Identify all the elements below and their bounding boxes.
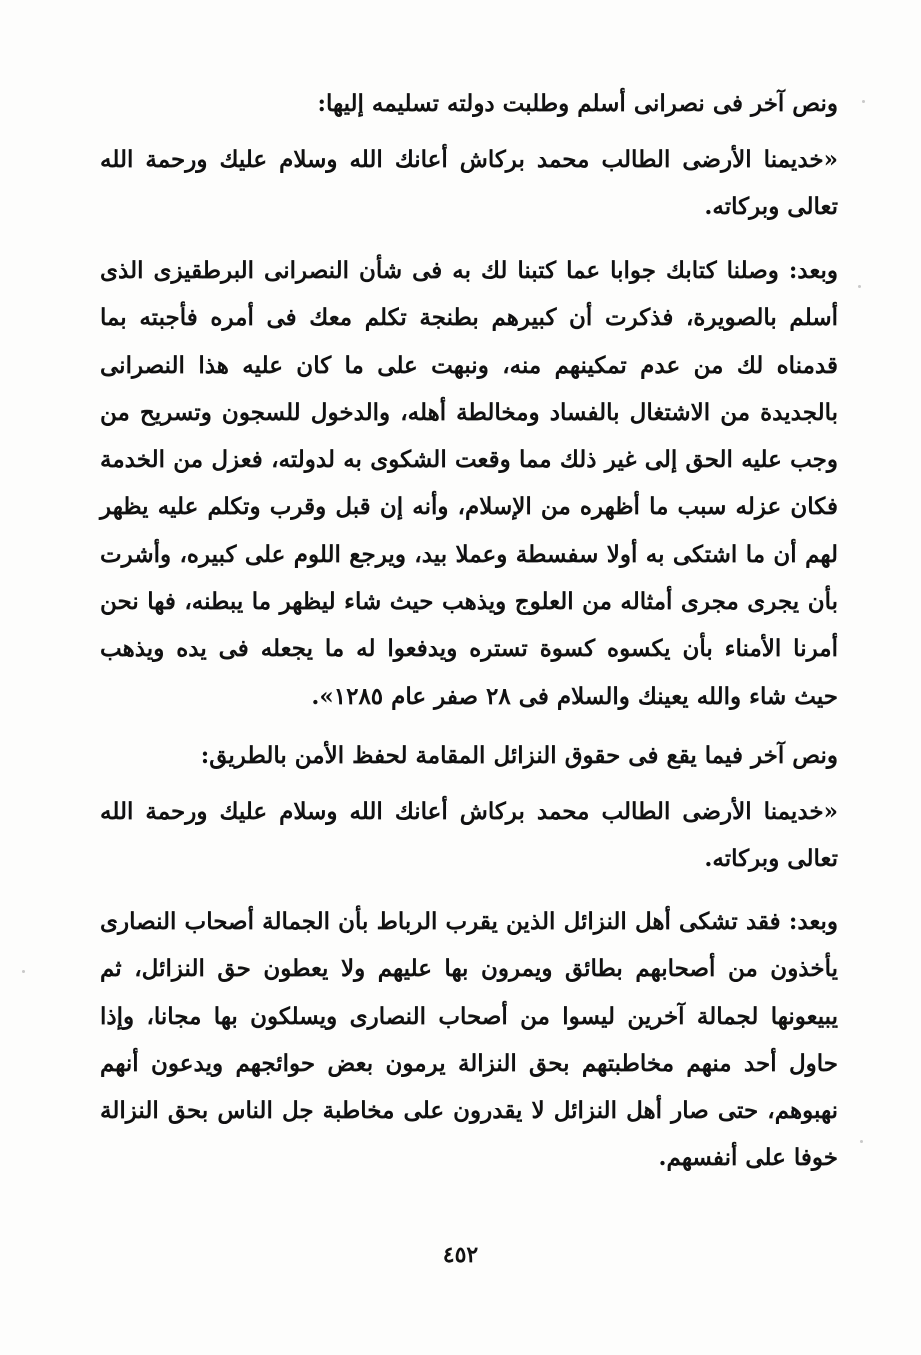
paragraph-salutation-2 <box>100 788 838 883</box>
paragraph-intro-convert <box>100 80 900 127</box>
scan-speck <box>858 285 861 288</box>
paragraph-text: «خديمنا الأرضى الطالب محمد بركاش أعانك الله وسلام عليك ورحمة الله تعالى وبركاته. <box>100 798 838 873</box>
paragraph-salutation-1 <box>100 136 838 231</box>
scan-speck <box>860 1140 863 1143</box>
paragraph-letter-body-2 <box>100 898 838 1182</box>
paragraph-text: وبعد: فقد تشكى أهل النزائل الذين يقرب الرباط بأن الجمالة أصحاب النصارى يأخذون من أصحابهم بطائق ويمرون بها عليهم ولا يعطون حق النزائل، ثم يبيعونها لجمالة آخرين ليسوا من أصحاب النصارى ويسلكون بها مجانا، وإذا حاول أحد منهم مخاطبتهم بحق النزالة يرمون بعض حوائجهم ويدعون أنهم نهبوهم، حتى صار أهل النزائل لا يقدرون على مخاطبة جل الناس بحق النزالة خوفا على أنفسهم. <box>100 908 838 1172</box>
paragraph-letter-body-1 <box>100 247 838 720</box>
paragraph-text: ونص آخر فيما يقع فى حقوق النزائل المقامة لحفظ الأمن بالطريق: <box>200 742 838 769</box>
paragraph-text: «خديمنا الأرضى الطالب محمد بركاش أعانك الله وسلام عليك ورحمة الله تعالى وبركاته. <box>100 146 838 221</box>
paragraph-text: وبعد: وصلنا كتابك جوابا عما كتبنا لك به فى شأن النصرانى البرطقيزى الذى أسلم بالصويرة، فذكرت أن كبيرهم بطنجة تكلم معك فى أمره فأجبته بما قدمناه لك من عدم تمكينهم منه، ونبهت على ما كان عليه هذا النصرانى بالجديدة من الاشتغال بالفساد ومخالطة أهله، والدخول للسجون وتسريح من وجب عليه الحق إلى غير ذلك مما وقعت الشكوى به لدولته، فعزل من الخدمة فكان عزله سبب ما أظهره من الإسلام، وأنه إن قبل وقرب وتكلم عليه يظهر لهم أن ما اشتكى به أولا سفسطة وعملا بيد، ويرجع اللوم على كبيره، وأشرت بأن يجرى مجرى أمثاله من العلوج ويذهب حيث شاء ليظهر ما يبطنه، فها نحن أمرنا الأمناء بأن يكسوه كسوة تستره ويدفعوا له ما يجعله فى يده ويذهب حيث شاء والله يعينك والسلام فى ٢٨ صفر عام ١٢٨٥». <box>100 257 838 710</box>
paragraph-intro-nazail <box>100 732 900 779</box>
page-number: ٤٥٢ <box>442 1242 479 1268</box>
paragraph-text: ونص آخر فى نصرانى أسلم وطلبت دولته تسليمه إليها: <box>317 90 838 117</box>
scan-speck <box>22 970 25 973</box>
scan-speck <box>862 100 865 103</box>
